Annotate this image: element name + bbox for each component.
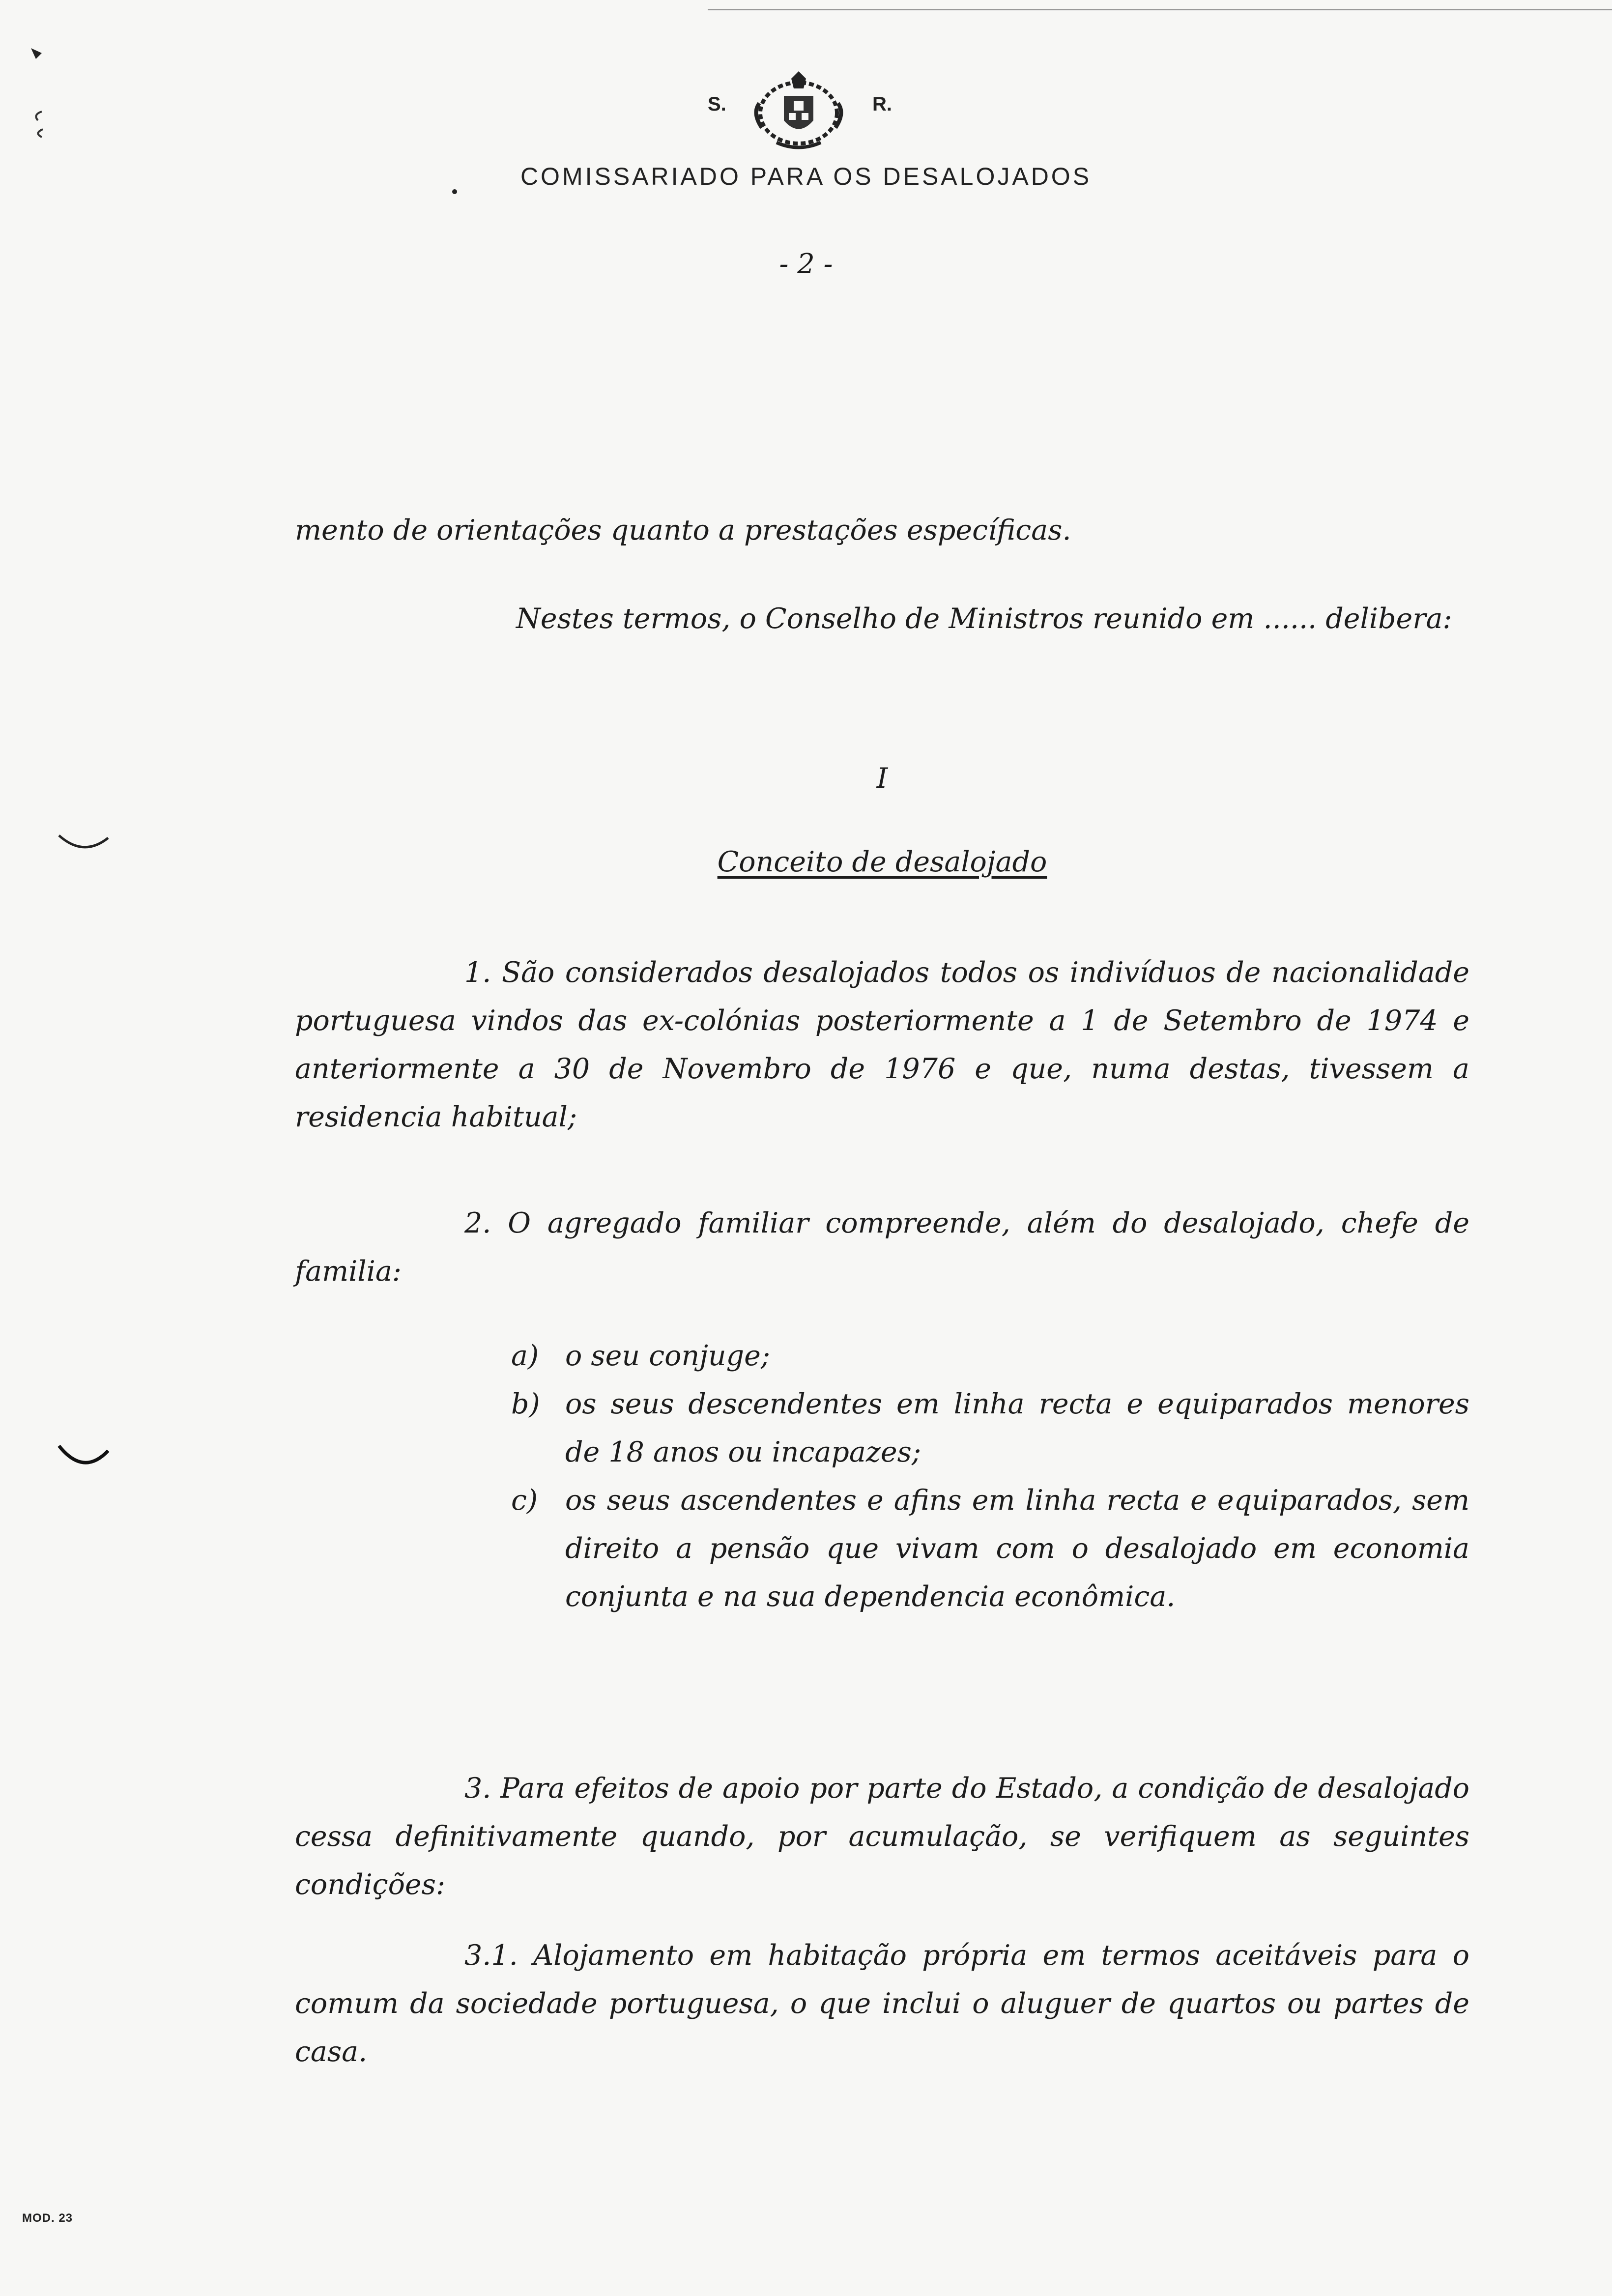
list-item-label: a) (511, 1340, 539, 1372)
top-edge-line (708, 9, 1612, 10)
clause-3-1: 3.1. Alojamento em habitação própria em termos aceitáveis para o comum da sociedade portuguesa, o que inclui o aluguer de quartos ou partes de casa. (295, 1939, 1469, 2068)
punch-mark-icon (54, 826, 113, 860)
list-item-text: o seu conjuge; (565, 1340, 771, 1372)
form-code: MOD. 23 (22, 2211, 73, 2225)
punch-mark-icon (54, 1440, 113, 1474)
section-number: I (876, 762, 888, 795)
list-item-text: os seus descendentes em linha recta e equiparados menores de 18 anos ou incapazes; (565, 1388, 1469, 1468)
dependents-list (511, 1332, 1469, 1621)
list-item-text: os seus ascendentes e afins em linha recta e equiparados, sem direito a pensão que vivam com o desalojado em economia conjunta e na sua dependencia econômica. (565, 1484, 1469, 1613)
page-number: - 2 - (779, 248, 833, 280)
letterhead (0, 64, 1612, 162)
section-title (295, 838, 1469, 886)
list-item (511, 1476, 1469, 1621)
clause-1: 1. São considerados desalojados todos os indivíduos de nacionalidade portuguesa vindos das ex-colónias posteriormente a 1 de Setembro de 1974 e anteriormente a 30 de Novembro de 1976 e que, numa destas, tivessem a residencia habitual; (295, 956, 1469, 1133)
paragraph-continued: mento de orientações quanto a prestações específicas. (295, 514, 1071, 546)
clause-3: 3. Para efeitos de apoio por parte do Estado, a condição de desalojado cessa definitivamente quando, por acumulação, se verifiquem as seguintes condições: (295, 1772, 1469, 1901)
section-title-text: Conceito de desalojado (717, 846, 1047, 878)
letterhead-initial-s: S. (708, 93, 726, 115)
letterhead-initial-r: R. (872, 93, 892, 115)
clause-2: 2. O agregado familiar compreende, além do desalojado, chefe de familia: (295, 1207, 1469, 1288)
paragraph-resolution: Nestes termos, o Conselho de Ministros reunido em ...... delibera: (516, 603, 1452, 635)
office-name: COMISSARIADO PARA OS DESALOJADOS (520, 163, 1092, 190)
list-item (511, 1332, 1469, 1380)
list-item-label: c) (511, 1484, 538, 1517)
coat-of-arms-icon (749, 69, 848, 152)
list-item (511, 1380, 1469, 1476)
list-item-label: b) (511, 1388, 540, 1420)
